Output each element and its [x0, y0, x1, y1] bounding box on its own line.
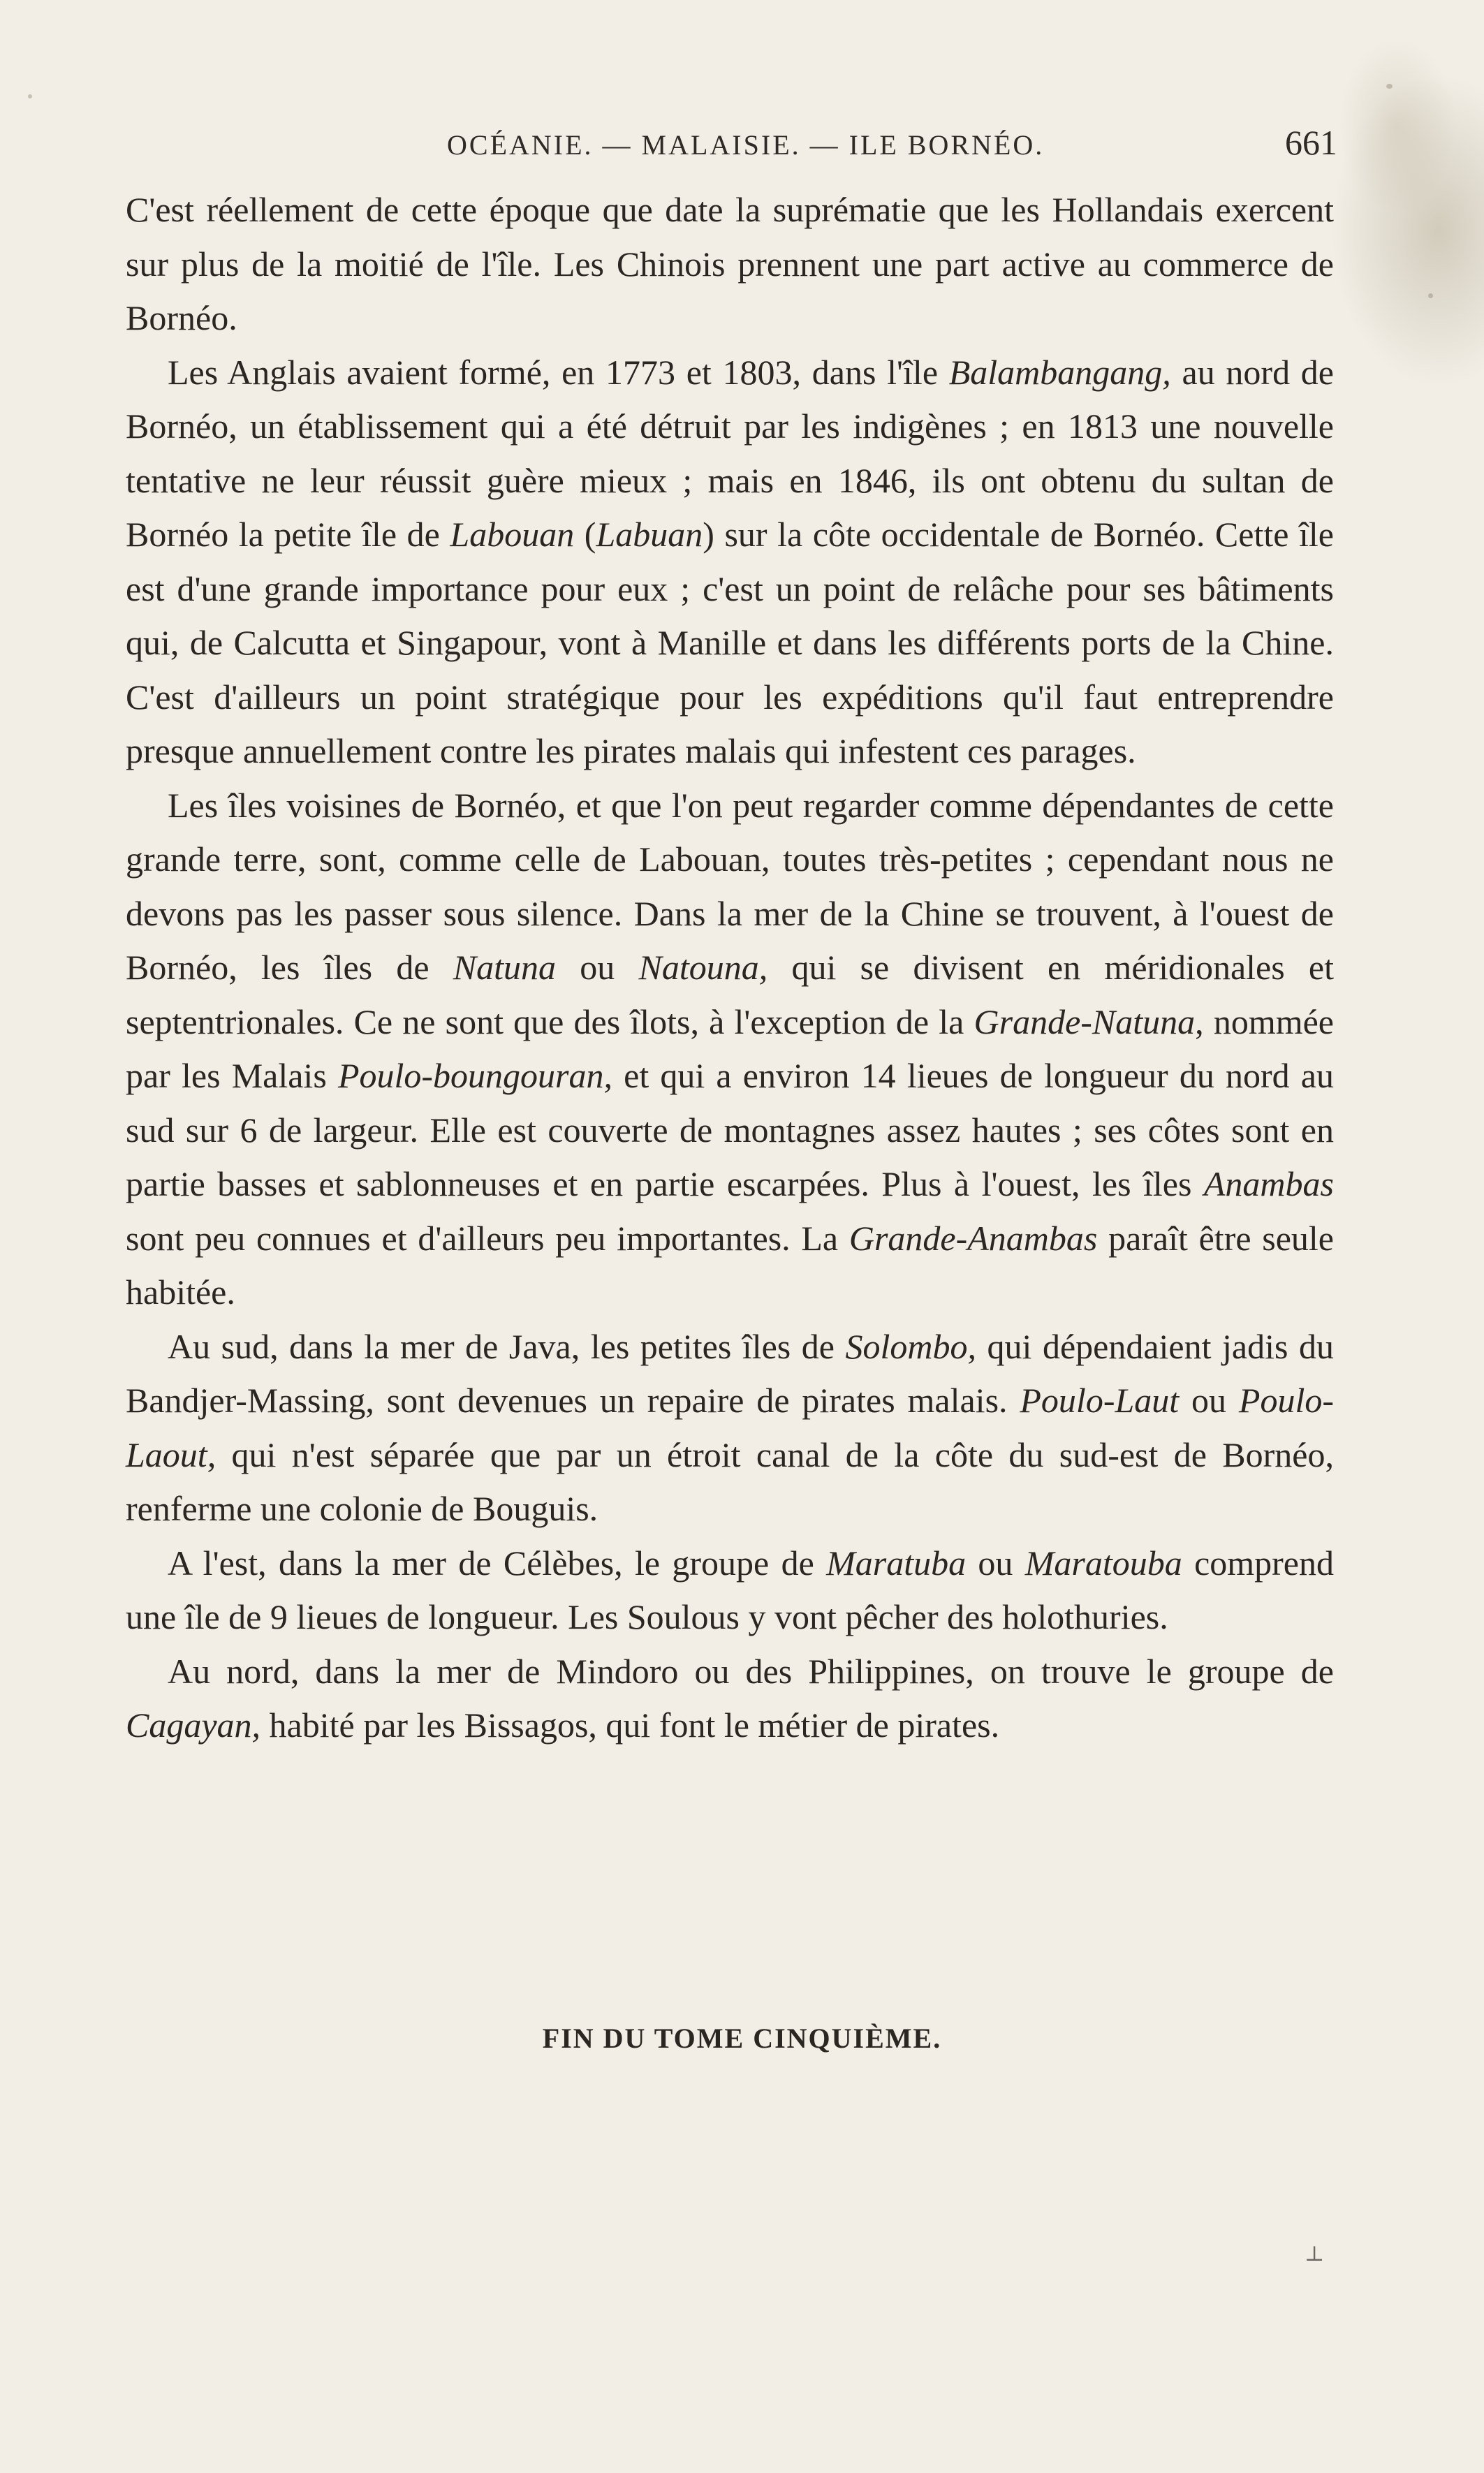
italic-term: Poulo-Laut: [1020, 1381, 1180, 1420]
text-run: qui n'est séparée que par un étroit canal de la côte du sud-est de Bornéo, renferme une colonie de Bouguis.: [126, 1434, 1334, 1528]
running-head: [0, 124, 1484, 166]
text-run: ou: [556, 948, 639, 987]
italic-term: Maratuba: [826, 1543, 967, 1583]
italic-term: Cagayan,: [126, 1705, 261, 1745]
text-run: (: [574, 515, 596, 554]
italic-term: Poulo-boungouran,: [337, 1056, 612, 1095]
text-run: A l'est, dans la mer de Célèbes, le groupe de: [168, 1543, 827, 1583]
text-run: Au nord, dans la mer de Mindoro ou des Philippines, on trouve le groupe de: [168, 1651, 1334, 1691]
text-run: C'est réellement de cette époque que date la suprématie que les Hollandais exercent sur plus de la moitié de l'île. Les Chinois prennent une part active au commerce de Bornéo.: [126, 190, 1334, 337]
italic-term: Solombo,: [845, 1326, 977, 1366]
text-run: au nord de Bornéo, un établissement qui a été détruit par les indigènes ; en 1813 une nouvelle tentative ne leur réussit guère mieux ; mais en 1846, ils ont obtenu du sultan de Bornéo la petite île de: [126, 352, 1334, 554]
italic-term: Grande-Natuna: [974, 1001, 1196, 1041]
text-run: Les Anglais avaient formé, en 1773 et 1803, dans l'île: [168, 352, 949, 392]
paper-speck: [1386, 84, 1393, 89]
text-run: et qui a environ 14 lieues de longueur du nord au sud sur 6 de largeur. Elle est couverte de montagnes assez hautes ; ses côtes sont en partie basses et sablonneuses et en partie escarpées. Plus à l'ouest, les îles: [126, 1056, 1334, 1203]
paragraph: [126, 1320, 1334, 1536]
text-run: ou: [966, 1543, 1025, 1583]
italic-term: Labouan: [450, 515, 575, 554]
italic-term: Natuna: [453, 948, 557, 987]
text-run: habité par les Bissagos, qui font le métier de pirates.: [260, 1705, 1000, 1745]
body-text: [126, 183, 1334, 1753]
running-title: OCÉANIE. — MALAISIE. — ILE BORNÉO.: [447, 129, 1045, 161]
italic-term: Poulo-Laout,: [126, 1381, 1334, 1474]
italic-term: Natouna,: [638, 948, 768, 987]
paragraph: [126, 1536, 1334, 1645]
paragraph: [126, 346, 1334, 779]
text-run: Les îles voisines de Bornéo, et que l'on peut regarder comme dépendantes de cette grande terre, sont, comme celle de Labouan, toutes très-petites ; cependant nous ne devons pas les passer sous silence. Dans la mer de la Chine se trouvent, à l'ouest de Bornéo, les îles de: [126, 785, 1334, 987]
paragraph: [126, 1645, 1334, 1753]
printer-mark: ⊥: [1305, 2243, 1325, 2266]
paragraph: [126, 183, 1334, 346]
italic-term: Maratouba: [1024, 1543, 1182, 1583]
page-number: 661: [1285, 123, 1337, 162]
text-run: qui dépendaient jadis du Bandjer-Massing, sont devenues un repaire de pirates malais.: [126, 1326, 1334, 1420]
text-run: qui se divisent en méridionales et septentrionales. Ce ne sont que des îlots, à l'exception de la: [126, 948, 1334, 1041]
italic-term: Grande-Anambas: [848, 1218, 1098, 1258]
text-run: Au sud, dans la mer de Java, les petites îles de: [168, 1326, 846, 1366]
italic-term: Anambas: [1203, 1164, 1334, 1203]
text-run: ) sur la côte occidentale de Bornéo. Cette île est d'une grande importance pour eux ; c'est un point de relâche pour ses bâtiments qui, de Calcutta et Singapour, vont à Manille et dans les différents ports de la Chine. C'est d'ailleurs un point stratégique pour les expéditions qu'il faut entreprendre presque annuellement contre les pirates malais qui infestent ces parages.: [126, 515, 1334, 770]
text-run: ou: [1179, 1381, 1239, 1420]
text-run: , nommée par les Malais: [126, 1001, 1334, 1095]
text-run: paraît être seule habitée.: [126, 1218, 1334, 1312]
paper-speck: [1428, 293, 1433, 298]
italic-term: Labuan: [596, 515, 703, 554]
text-run: sont peu connues et d'ailleurs peu importantes. La: [126, 1218, 849, 1258]
italic-term: Balambangang,: [948, 352, 1171, 392]
end-note: FIN DU TOME CINQUIÈME.: [542, 2023, 942, 2054]
paper-speck: [28, 94, 32, 98]
paragraph: [126, 779, 1334, 1320]
text-run: comprend une île de 9 lieues de longueur. Les Soulous y vont pêcher des holothuries.: [126, 1543, 1335, 1636]
